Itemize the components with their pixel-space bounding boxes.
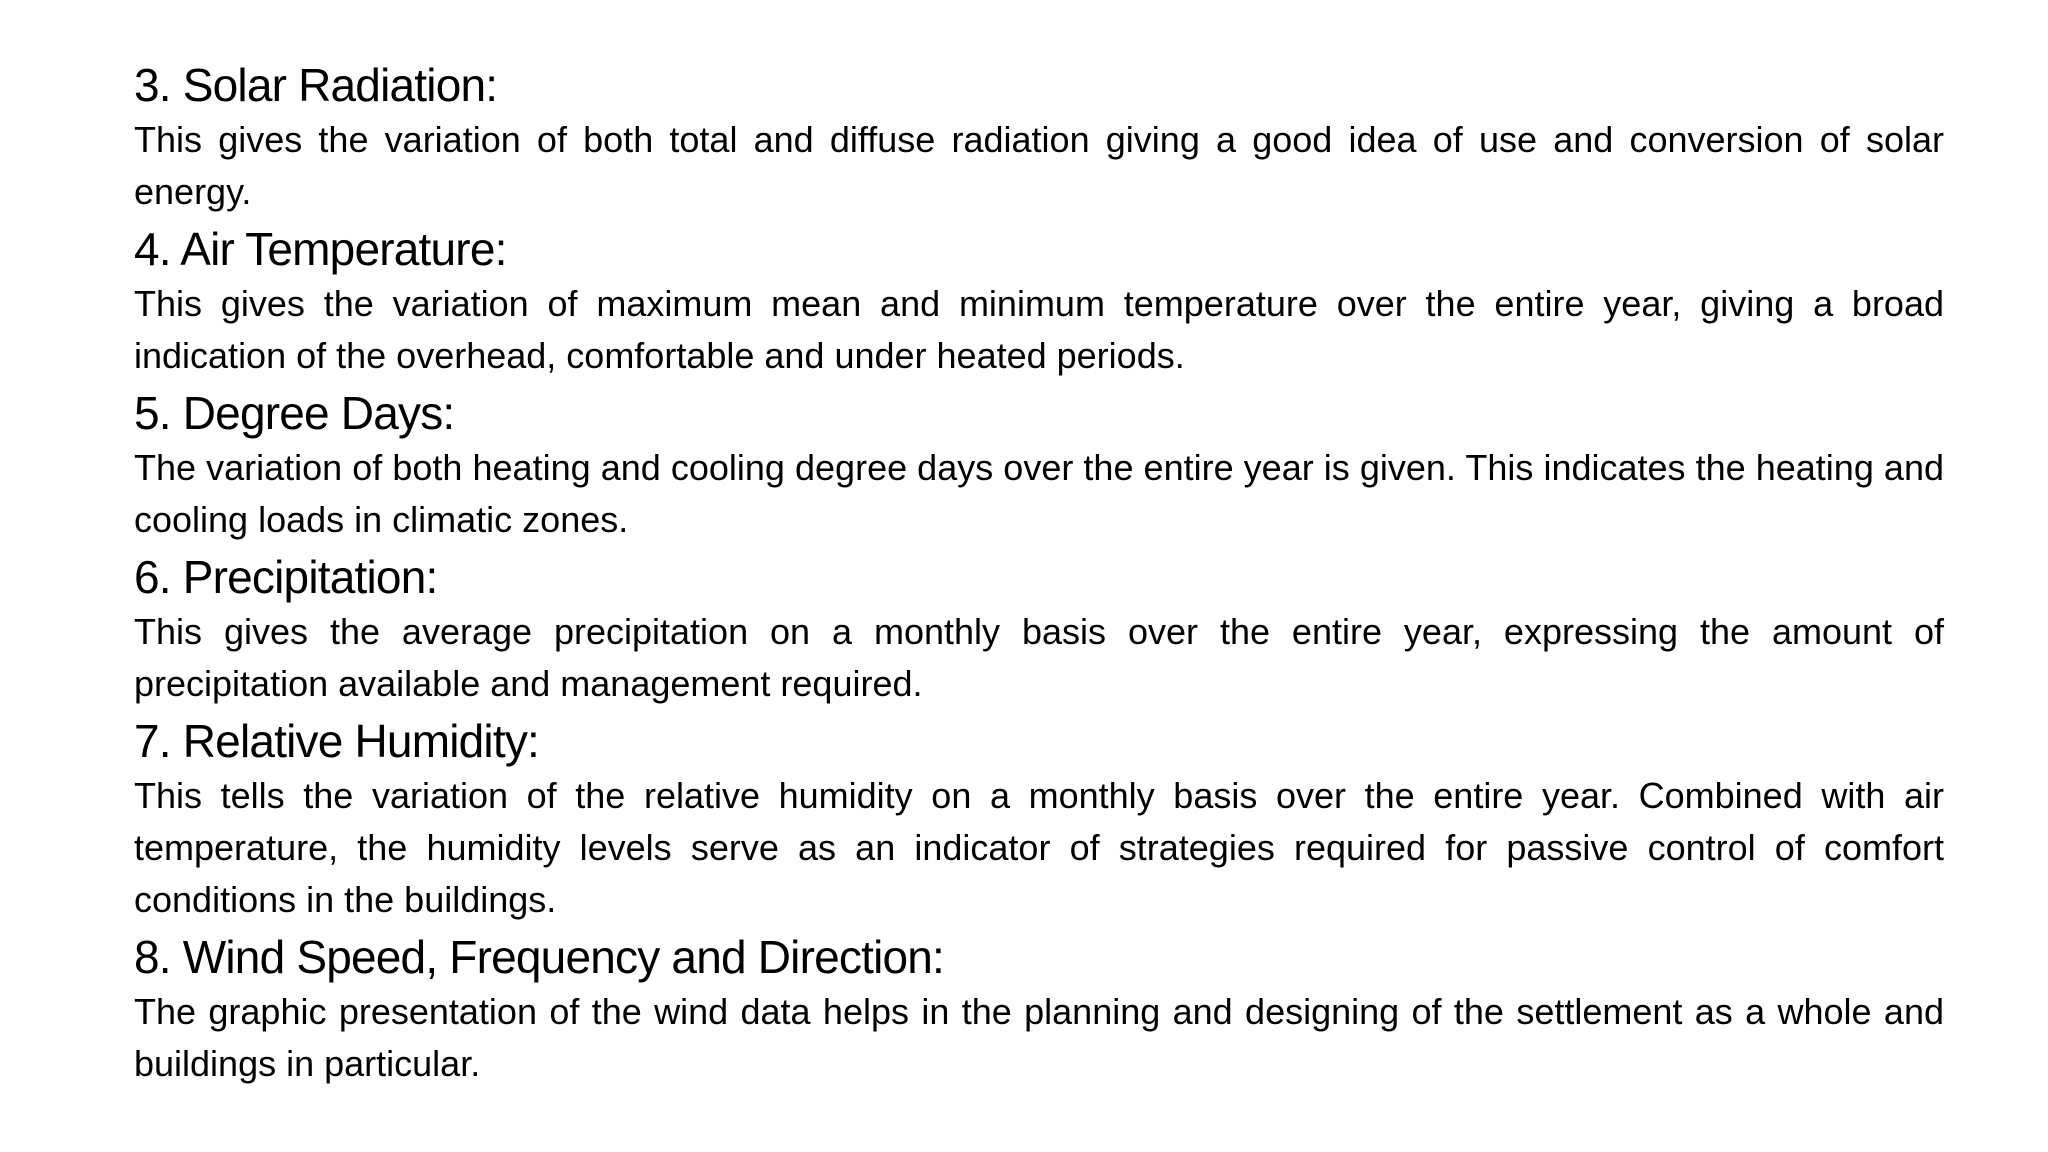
section-degree-days	[134, 384, 1944, 546]
section-relative-humidity	[134, 712, 1944, 926]
section-heading: 5. Degree Days:	[134, 387, 455, 439]
section-body: This gives the variation of maximum mean and minimum temperature over the entire year, giving a broad indication of the overhead, comfortable and under heated periods.	[134, 283, 1944, 376]
section-body: This tells the variation of the relative humidity on a monthly basis over the entire year. Combined with air temperature, the humidity levels serve as an indicator of strategies required for passive control of comfort conditions in the buildings.	[134, 775, 1944, 920]
section-heading: 8. Wind Speed, Frequency and Direction:	[134, 931, 945, 983]
section-heading: 4. Air Temperature:	[134, 223, 507, 275]
section-heading: 6. Precipitation:	[134, 551, 438, 603]
section-wind	[134, 928, 1944, 1090]
section-heading: 3. Solar Radiation:	[134, 59, 498, 111]
section-heading: 7. Relative Humidity:	[134, 715, 540, 767]
section-solar-radiation	[134, 56, 1944, 218]
section-air-temperature	[134, 220, 1944, 382]
slide-content	[134, 56, 1944, 1092]
section-precipitation	[134, 548, 1944, 710]
section-body: This gives the average precipitation on a monthly basis over the entire year, expressing the amount of precipitation available and management required.	[134, 611, 1944, 704]
section-body: The variation of both heating and cooling degree days over the entire year is given. This indicates the heating and cooling loads in climatic zones.	[134, 447, 1944, 540]
section-body: The graphic presentation of the wind data helps in the planning and designing of the settlement as a whole and buildings in particular.	[134, 991, 1944, 1084]
section-body: This gives the variation of both total and diffuse radiation giving a good idea of use and conversion of solar energy.	[134, 119, 1944, 212]
